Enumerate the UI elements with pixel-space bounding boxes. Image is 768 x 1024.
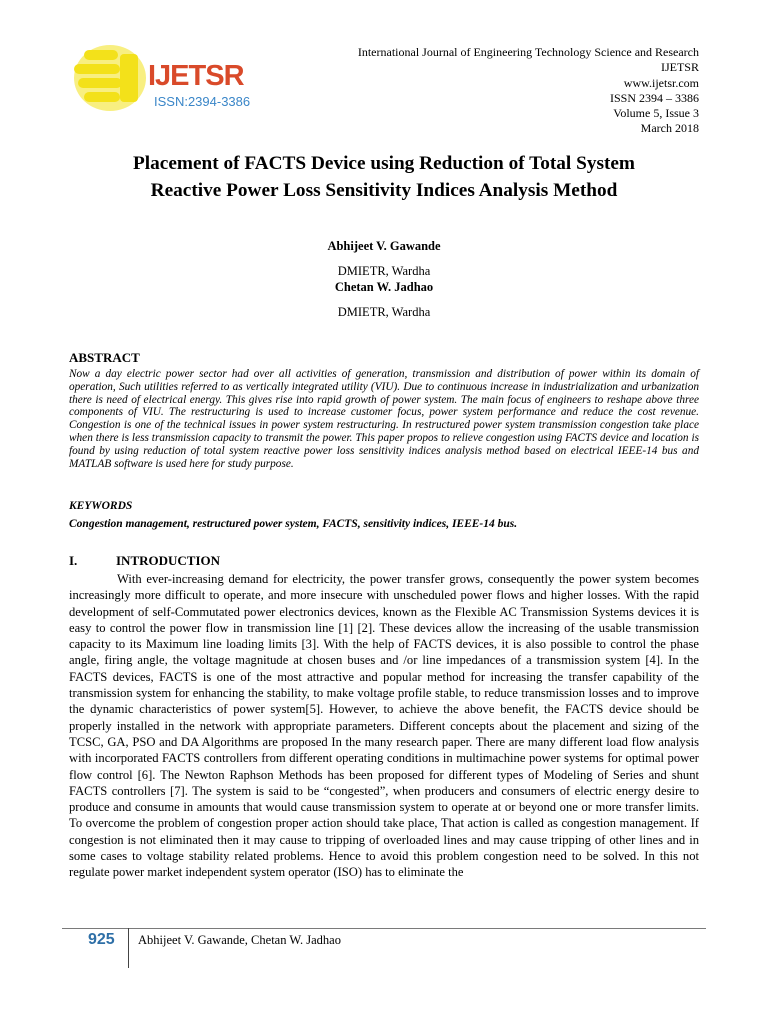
abstract-text: Now a day electric power sector had over all activities of generation, transmission and distribution of power within its domain of operation, Such utilities referred to as vertically integrated utility (VIU). Due to continuous increase in industrialization and urbanization there is need of electrical energy. This gives rise into rapid growth of power system. The main focus of engineers to reshape above three components of VIU. The restructuring is used to increase customer focus, power system performance and reduce the cost revenue. Congestion is one of the technical issues in power system restructuring. In restructured power system transmission congestion take place when there is less transmission capacity to transmit the power. This paper propos to relieve congestion using FACTS device and location is found by using reduction of total system reactive power loss sensitivity indices analysis method based on electrical IEEE-14 bus and MATLAB software is used here for study purpose. [69, 368, 699, 470]
author-block [184, 238, 584, 320]
author-name-2: Chetan W. Jadhao [334, 280, 434, 294]
footer-authors: Abhijeet V. Gawande, Chetan W. Jadhao [138, 933, 341, 947]
journal-logo [66, 40, 256, 116]
footer-vertical-divider [128, 928, 129, 968]
footer-divider [62, 928, 706, 929]
author-affiliation-2: DMIETR, Wardha [337, 304, 431, 319]
keywords-heading: KEYWORDS [69, 500, 133, 512]
journal-issn: ISSN 2394 – 3386 [609, 90, 699, 105]
logo-name: IJETSR [148, 60, 244, 92]
journal-name: International Journal of Engineering Technology Science and Research [357, 45, 699, 59]
logo-issn: ISSN:2394-3386 [154, 94, 251, 109]
section-heading-introduction: INTRODUCTION [116, 553, 221, 568]
title-line-2: Reactive Power Loss Sensitivity Indices Analysis Method [150, 180, 618, 201]
journal-header [279, 45, 699, 137]
paper-title [60, 150, 708, 204]
journal-website: www.ijetsr.com [623, 75, 699, 90]
section-number: I. [69, 553, 78, 568]
author-affiliation-1: DMIETR, Wardha [337, 263, 431, 278]
author-name-1: Abhijeet V. Gawande [327, 239, 441, 253]
abstract-heading: ABSTRACT [69, 350, 140, 365]
title-line-1: Placement of FACTS Device using Reduction of Total System [133, 153, 635, 174]
introduction-text: With ever-increasing demand for electricity, the power transfer grows, consequently the power system becomes increasingly more difficult to operate, and more insecure with unscheduled power flows and higher losses. With the rapid development of self-Commutated power electronics devices, known as the Flexible AC Transmission Systems devices it is easy to control the power flow in transmission line [1] [2]. These devices allow the increasing of the usable transmission capacity to its Maximum line loading limits [3]. With the help of FACTS devices, it is also possible to control the phase angle, firing angle, the voltage magnitude at chosen buses and /or line impedances of a transmission system [4]. In the FACTS devices, FACTS is one of the most attractive and popular method for increasing the transfer capability of the transmission system for enhancing the stability, to make voltage profile stable, to reduce transmission losses and to improve the dynamic characteristics of power system[5]. However, to achieve the above benefit, the FACTS device should be properly installed in the network with appropriate parameters. Different concepts about the placement and sizing of the TCSC, GA, PSO and DA Algorithms are proposed In the many research paper. There are many different load flow analysis with incorporated FACTS controllers from different operating conditions in multimachine power systems for optimal power flow control [6]. The Newton Raphson Methods has been proposed for different types of Modeling of Series and shunt FACTS controllers [7]. The system is said to be “congested”, when producers and consumers of electric energy desire to produce and consume in amounts that would cause transmission system to operate at or beyond one or more transfer limits. To overcome the problem of congestion proper action should take place, That action is called as congestion management. If congestion is not eliminated then it may cause to tripping of overloaded lines and may cause tripping of other lines and in some cases to voltage stability related problems. Hence to avoid this problem congestion need to be solved. In this not regulate power market independent system operator (ISO) has to eliminate the [69, 572, 699, 880]
journal-volume: Volume 5, Issue 3 [613, 106, 699, 121]
page-number: 925 [88, 931, 115, 948]
keywords-text: Congestion management, restructured power system, FACTS, sensitivity indices, IEEE-14 bus. [69, 518, 518, 530]
journal-date: March 2018 [640, 121, 699, 136]
journal-abbrev: IJETSR [660, 60, 699, 75]
